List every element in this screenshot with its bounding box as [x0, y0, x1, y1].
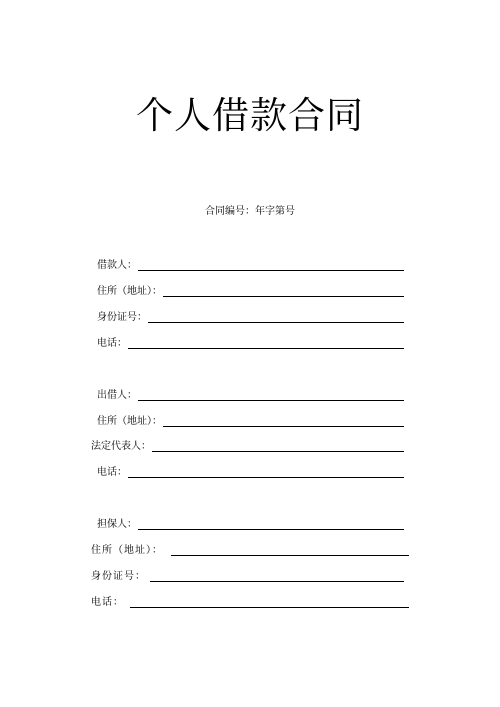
borrower-address-field[interactable]	[97, 283, 404, 299]
lender-phone-label: 电话：	[97, 467, 127, 478]
borrower-phone-line[interactable]	[128, 348, 404, 349]
contract-number: 合同编号：年字第号	[205, 206, 295, 217]
borrower-address-label: 住所（地址）：	[97, 286, 162, 297]
guarantor-name-field[interactable]	[97, 516, 404, 532]
guarantor-name-label: 担保人：	[97, 519, 137, 530]
borrower-name-field[interactable]	[97, 257, 404, 273]
guarantor-phone-label: 电话：	[91, 597, 124, 608]
lender-phone-field[interactable]	[97, 464, 404, 480]
lender-legal-rep-line[interactable]	[152, 451, 404, 452]
borrower-id-label: 身份证号：	[97, 312, 147, 323]
borrower-id-field[interactable]	[97, 309, 404, 325]
lender-address-field[interactable]	[97, 413, 404, 429]
lender-address-line[interactable]	[163, 426, 404, 427]
borrower-name-label: 借款人：	[97, 260, 137, 271]
borrower-phone-label: 电话：	[97, 338, 127, 349]
borrower-id-line[interactable]	[148, 322, 404, 323]
guarantor-name-line[interactable]	[138, 529, 404, 530]
lender-legal-rep-field[interactable]	[91, 438, 404, 454]
borrower-address-line[interactable]	[163, 296, 404, 297]
lender-address-label: 住所（地址）：	[97, 416, 162, 427]
guarantor-phone-field[interactable]	[91, 594, 409, 610]
guarantor-id-field[interactable]	[91, 568, 404, 584]
lender-name-field[interactable]	[97, 387, 404, 403]
guarantor-address-label: 住所（地址）：	[91, 545, 163, 556]
lender-name-line[interactable]	[138, 400, 404, 401]
guarantor-id-label: 身份证号：	[91, 571, 146, 582]
borrower-name-line[interactable]	[138, 270, 404, 271]
borrower-phone-field[interactable]	[97, 335, 404, 351]
lender-phone-line[interactable]	[128, 477, 404, 478]
guarantor-address-line[interactable]	[171, 555, 409, 556]
contract-title: 个人借款合同	[136, 94, 364, 137]
lender-legal-rep-label: 法定代表人：	[91, 441, 151, 452]
guarantor-id-line[interactable]	[150, 581, 404, 582]
guarantor-phone-line[interactable]	[130, 607, 409, 608]
guarantor-address-field[interactable]	[91, 542, 409, 558]
lender-name-label: 出借人：	[97, 390, 137, 401]
